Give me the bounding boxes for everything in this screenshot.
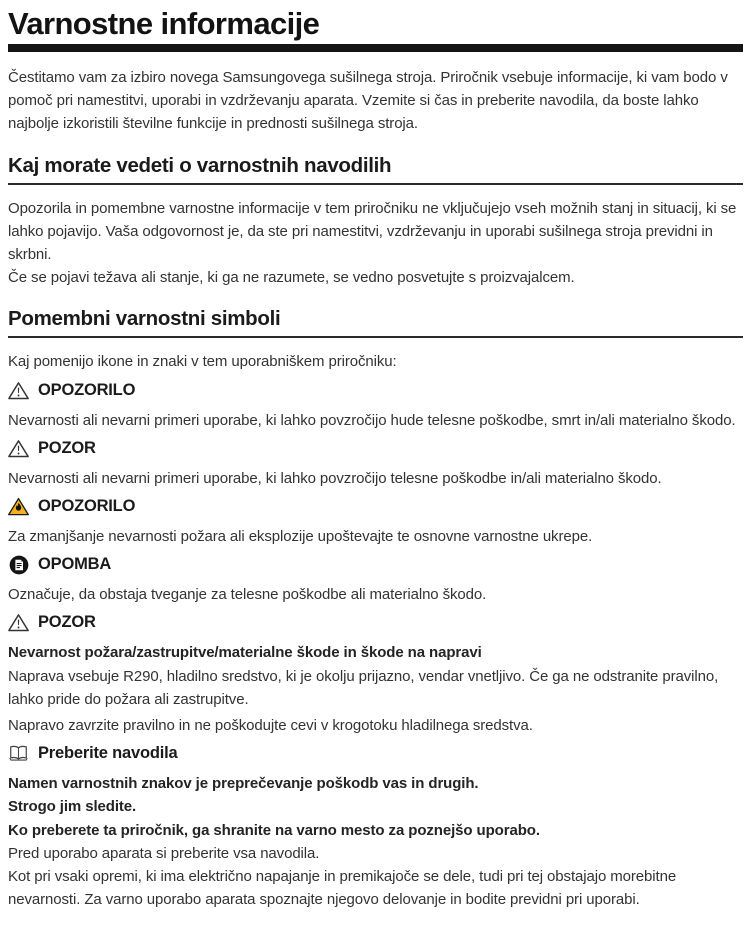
hazard-subheading: Nevarnost požara/zastrupitve/materialne škode in škode na napravi	[8, 644, 482, 662]
paragraph: Napravo zavrzite pravilno in ne poškodujte cevi v krogotoku hladilnega sredstva.	[8, 717, 533, 735]
paragraph: Opozorila in pomembne varnostne informacije v tem priročniku ne vključujejo vseh možnih stanj in situacij, ki se lahko pojavijo. Vaša odgovornost je, da ste pri namestitvi, vzdrževanju in uporabi sušilnega stroja previdni in skrbni.	[8, 199, 737, 264]
safety-bold-line: Namen varnostnih znakov je preprečevanje poškodb vas in drugih.	[8, 775, 479, 793]
symbol-row-note	[8, 554, 743, 575]
fire-warning-triangle-icon	[8, 497, 29, 517]
symbol-description: Nevarnosti ali nevarni primeri uporabe, ki lahko povzročijo telesne poškodbe in/ali materialno škodo.	[8, 469, 662, 487]
symbol-label: POZOR	[38, 613, 96, 632]
page-title: Varnostne informacije	[8, 6, 320, 41]
symbol-row-caution	[8, 438, 743, 459]
open-book-icon	[8, 744, 29, 764]
safety-bold-line: Ko preberete ta priročnik, ga shranite na varno mesto za poznejšo uporabo.	[8, 821, 540, 839]
symbol-row-read-instructions	[8, 743, 743, 764]
intro-paragraph: Čestitamo vam za izbiro novega Samsungovega sušilnega stroja. Priročnik vsebuje informacije, ki vam bodo v pomoč pri namestitvi, uporabi in vzdrževanju aparata. Vzemite si čas in preberite navodila, da boste lahko najbolje izkoristili številne funkcije in prednosti sušilnega stroja.	[8, 69, 728, 133]
symbol-label: POZOR	[38, 438, 96, 457]
symbol-description: Označuje, da obstaja tveganje za telesne poškodbe ali materialno škodo.	[8, 586, 487, 604]
warning-triangle-icon	[8, 613, 29, 633]
paragraph: Če se pojavi težava ali stanje, ki ga ne razumete, se vedno posvetujte s proizvajalcem.	[8, 269, 575, 287]
symbol-label: OPOZORILO	[38, 497, 136, 516]
safety-bold-line: Strogo jim sledite.	[8, 798, 137, 816]
symbol-label: OPOZORILO	[38, 380, 136, 399]
paragraph: Naprava vsebuje R290, hladilno sredstvo, ki je okolju prijazno, vendar vnetljivo. Če ga ne odstranite pravilno, lahko pride do požara ali zastrupitve.	[8, 667, 719, 708]
warning-triangle-icon	[8, 438, 29, 458]
warning-triangle-icon	[8, 380, 29, 400]
section-heading-safety-symbols: Pomembni varnostni simboli	[8, 307, 743, 338]
symbol-label: OPOMBA	[38, 555, 112, 574]
note-circle-icon	[8, 555, 29, 575]
symbol-description: Za zmanjšanje nevarnosti požara ali eksplozije upoštevajte te osnovne varnostne ukrepe.	[8, 528, 593, 546]
symbol-row-fire-warning	[8, 496, 743, 517]
paragraph: Pred uporabo aparata si preberite vsa navodila.	[8, 844, 320, 862]
symbol-row-warning	[8, 380, 743, 401]
symbols-lead-paragraph: Kaj pomenijo ikone in znaki v tem uporabniškem priročniku:	[8, 353, 397, 371]
title-divider-bar	[8, 44, 743, 52]
section-heading-safety-instructions: Kaj morate vedeti o varnostnih navodilih	[8, 154, 743, 185]
symbol-row-caution-refrigerant	[8, 612, 743, 633]
paragraph: Kot pri vsaki opremi, ki ima električno napajanje in premikajoče se dele, tudi pri tej obstajajo morebitne nevarnosti. Za varno uporabo aparata spoznajte njegovo delovanje in bodite previdni pri uporabi.	[8, 868, 677, 909]
symbol-label: Preberite navodila	[38, 744, 178, 763]
symbol-description: Nevarnosti ali nevarni primeri uporabe, ki lahko povzročijo hude telesne poškodbe, smrt in/ali materialno škodo.	[8, 411, 736, 429]
